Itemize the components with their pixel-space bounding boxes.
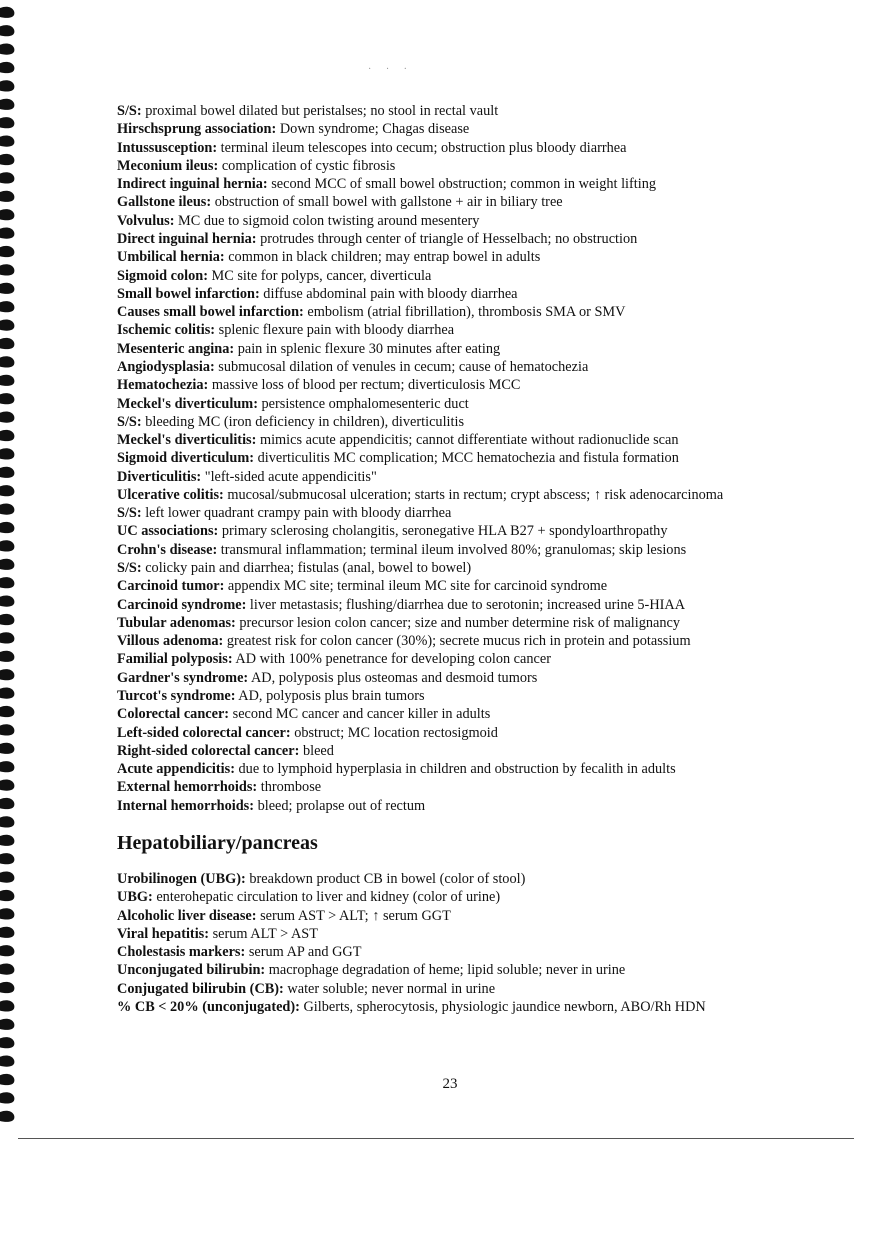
entry-line [117,413,857,431]
hepatobiliary-entry-list [117,870,857,1016]
entry-term: Familial polyposis: [117,651,233,668]
entry-line [117,230,857,248]
entry-term: UC associations: [117,523,219,540]
binding-coil [0,62,14,73]
binding-coil [0,577,14,588]
entry-term: Meconium ileus: [117,157,219,174]
entry-line [117,778,857,796]
binding-coil [0,80,14,91]
entry-text: second MCC of small bowel obstruction; common in weight lifting [267,176,657,193]
binding-coil [0,117,14,128]
binding-coil [0,559,14,570]
binding-coil [0,283,14,294]
binding-coil [0,264,14,275]
entry-term: Umbilical hernia: [117,249,225,266]
entry-line [117,888,857,906]
entry-line [117,669,857,687]
binding-coil [0,669,14,680]
entry-text: AD, polyposis plus brain tumors [235,688,425,704]
entry-term: Angiodysplasia: [117,358,215,375]
binding-coil [0,540,14,551]
entry-term: Diverticulitis: [117,468,202,485]
entry-term: Intussusception: [117,139,218,156]
entry-term: Left-sided colorectal cancer: [117,724,291,741]
binding-coil [0,25,14,36]
entry-term: UBG: [117,889,153,906]
entry-text: transmural inflammation; terminal ileum involved 80%; granulomas; skip lesions [217,541,687,558]
entry-line [117,614,857,632]
entry-term: S/S: [117,560,142,577]
entry-text: obstruction of small bowel with gallstone + air in biliary tree [211,194,563,211]
entry-term: Mesenteric angina: [117,340,235,357]
binding-coil [0,356,14,367]
entry-term: Hematochezia: [117,377,209,394]
binding-coil [0,99,14,110]
binding-coil [0,1055,14,1066]
entry-line [117,541,857,559]
entry-term: Internal hemorrhoids: [117,797,255,814]
entry-term: S/S: [117,103,142,119]
entry-text: massive loss of blood per rectum; diverticulosis MCC [208,377,521,394]
entry-term: Viral hepatitis: [117,925,209,942]
binding-coil [0,301,14,312]
page-number: 23 [442,1076,458,1092]
binding-coil [0,595,14,606]
entry-term: % CB < 20% (unconjugated): [117,998,300,1015]
entry-line [117,742,857,760]
entry-line [117,175,857,193]
entry-text: precursor lesion colon cancer; size and number determine risk of malignancy [235,614,681,631]
binding-coil [0,393,14,404]
entry-line [117,980,857,998]
binding-coil [0,871,14,882]
entry-line [117,486,857,504]
section-heading: Hepatobiliary/pancreas [117,831,318,854]
binding-coil [0,761,14,772]
entry-text: bleed [299,742,334,759]
binding-coil [0,467,14,478]
entry-text: complication of cystic fibrosis [218,157,396,174]
entry-text: obstruct; MC location rectosigmoid [290,724,498,741]
binding-coil [0,632,14,643]
entry-term: Gallstone ileus: [117,194,212,211]
entry-line [117,797,857,815]
binding-coil [0,43,14,54]
entry-text: embolism (atrial fibrillation), thrombosis SMA or SMV [303,304,626,321]
entry-line [117,468,857,486]
binding-coil [0,724,14,735]
entry-term: Hirschsprung association: [117,121,277,138]
entry-term: Tubular adenomas: [117,614,236,631]
binding-coil [0,890,14,901]
entry-term: Cholestasis markers: [117,944,246,961]
entry-line [117,120,857,138]
entry-text: greatest risk for colon cancer (30%); secrete mucus rich in protein and potassium [223,633,691,650]
entry-term: Ulcerative colitis: [117,486,224,503]
entry-text: serum ALT > AST [209,925,318,942]
binding-coil [0,246,14,257]
entry-line [117,522,857,540]
entry-line [117,760,857,778]
entry-text: AD, polyposis plus osteomas and desmoid tumors [248,669,538,686]
binding-coil [0,945,14,956]
entry-term: Meckel's diverticulum: [117,395,258,412]
entry-term: Alcoholic liver disease: [117,907,257,924]
entry-line [117,395,857,413]
binding-coil [0,651,14,662]
entry-term: Small bowel infarction: [117,285,260,302]
entry-line [117,724,857,742]
binding-coil [0,963,14,974]
entry-term: Villous adenoma: [117,633,224,650]
entry-line [117,267,857,285]
binding-coil [0,411,14,422]
binding-coil [0,319,14,330]
entry-term: Right-sided colorectal cancer: [117,742,300,759]
binding-coil [0,135,14,146]
entry-text: primary sclerosing cholangitis, seronegative HLA B27 + spondyloarthropathy [218,523,668,540]
entry-line [117,376,857,394]
binding-coil [0,338,14,349]
binding-coil [0,816,14,827]
entry-term: Indirect inguinal hernia: [117,176,268,193]
entry-line [117,285,857,303]
entry-text: appendix MC site; terminal ileum MC site for carcinoid syndrome [224,578,608,595]
entry-line [117,577,857,595]
binding-coil [0,191,14,202]
entry-term: Carcinoid syndrome: [117,596,247,613]
entry-line [117,248,857,266]
binding-coil [0,1037,14,1048]
entry-line [117,139,857,157]
binding-coil [0,614,14,625]
entry-line [117,212,857,230]
entry-text: water soluble; never normal in urine [283,980,496,997]
binding-coil [0,835,14,846]
entry-line [117,650,857,668]
binding-coil [0,779,14,790]
binding-coil [0,227,14,238]
binding-coil [0,522,14,533]
entry-text: macrophage degradation of heme; lipid soluble; never in urine [265,962,626,979]
entry-text: terminal ileum telescopes into cecum; obstruction plus bloody diarrhea [217,139,627,156]
binding-coil [0,743,14,754]
entry-term: Urobilinogen (UBG): [117,870,246,887]
entry-text: submucosal dilation of venules in cecum; cause of hematochezia [214,358,589,375]
spiral-binding [0,0,30,1140]
entry-text: splenic flexure pain with bloody diarrhea [215,322,455,339]
entry-text: bleed; prolapse out of rectum [254,797,426,814]
gi-entry-list [117,102,857,815]
scan-specks: · · · [368,64,413,75]
entry-line [117,632,857,650]
entry-line [117,998,857,1016]
entry-line [117,961,857,979]
binding-coil [0,172,14,183]
entry-text: protrudes through center of triangle of Hesselbach; no obstruction [256,230,638,247]
entry-text: proximal bowel dilated but peristalses; no stool in rectal vault [141,103,499,119]
entry-text: second MC cancer and cancer killer in adults [229,706,491,723]
binding-coil [0,798,14,809]
page-content [117,102,857,1016]
entry-text: left lower quadrant crampy pain with bloody diarrhea [141,505,452,522]
entry-text: "left-sided acute appendicitis" [201,468,377,485]
entry-term: Turcot's syndrome: [117,688,236,704]
entry-text: mimics acute appendicitis; cannot differentiate without radionuclide scan [256,432,679,449]
entry-text: breakdown product CB in bowel (color of stool) [245,870,526,887]
entry-text: MC due to sigmoid colon twisting around mesentery [174,212,480,229]
entry-term: Gardner's syndrome: [117,669,249,686]
entry-text: colicky pain and diarrhea; fistulas (anal, bowel to bowel) [141,560,472,577]
binding-coil [0,1000,14,1011]
entry-text: diffuse abdominal pain with bloody diarrhea [259,285,518,302]
entry-term: Causes small bowel infarction: [117,304,304,321]
entry-term: Volvulus: [117,212,175,229]
entry-text: serum AP and GGT [245,944,362,961]
entry-line [117,596,857,614]
entry-text: AD with 100% penetrance for developing colon cancer [232,651,551,668]
entry-term: Colorectal cancer: [117,706,230,723]
entry-term: Ischemic colitis: [117,322,216,339]
entry-line [117,303,857,321]
binding-coil [0,503,14,514]
entry-line [117,449,857,467]
entry-text: bleeding MC (iron deficiency in children), diverticulitis [141,413,465,430]
binding-coil [0,448,14,459]
binding-coil [0,706,14,717]
entry-line [117,504,857,522]
binding-coil [0,1092,14,1103]
entry-line [117,431,857,449]
binding-coil [0,982,14,993]
entry-line [117,705,857,723]
binding-coil [0,154,14,165]
entry-text: due to lymphoid hyperplasia in children and obstruction by fecalith in adults [234,761,676,778]
entry-text: Gilberts, spherocytosis, physiologic jaundice newborn, ABO/Rh HDN [299,998,706,1015]
entry-line [117,925,857,943]
entry-line [117,358,857,376]
entry-text: enterohepatic circulation to liver and kidney (color of urine) [152,889,501,906]
binding-coil [0,485,14,496]
entry-term: Direct inguinal hernia: [117,230,257,247]
entry-text: thrombose [257,779,322,796]
binding-coil [0,1111,14,1122]
binding-coil [0,927,14,938]
entry-term: S/S: [117,505,142,522]
entry-line [117,193,857,211]
entry-line [117,559,857,577]
entry-text: diverticulitis MC complication; MCC hematochezia and fistula formation [254,450,679,467]
entry-text: persistence omphalomesenteric duct [257,395,469,412]
binding-coil [0,209,14,220]
entry-text: pain in splenic flexure 30 minutes after eating [234,340,501,357]
entry-term: Acute appendicitis: [117,761,235,778]
entry-term: Sigmoid colon: [117,267,208,284]
entry-text: MC site for polyps, cancer, diverticula [207,267,432,284]
entry-line [117,157,857,175]
page-bottom-edge [18,1138,854,1139]
entry-term: S/S: [117,413,142,430]
binding-coil [0,430,14,441]
binding-coil [0,908,14,919]
entry-term: Meckel's diverticulitis: [117,432,257,449]
binding-coil [0,7,14,18]
entry-text: common in black children; may entrap bowel in adults [224,249,541,266]
entry-term: Unconjugated bilirubin: [117,962,266,979]
entry-text: serum AST > ALT; ↑ serum GGT [256,907,451,924]
entry-line [117,102,857,120]
entry-term: Carcinoid tumor: [117,578,225,595]
entry-term: Conjugated bilirubin (CB): [117,980,284,997]
binding-coil [0,375,14,386]
entry-term: External hemorrhoids: [117,779,258,796]
entry-text: liver metastasis; flushing/diarrhea due to serotonin; increased urine 5-HIAA [246,596,686,613]
entry-line [117,907,857,925]
binding-coil [0,1019,14,1030]
binding-coil [0,853,14,864]
entry-line [117,340,857,358]
entry-text: mucosal/submucosal ulceration; starts in rectum; crypt abscess; ↑ risk adenocarcinoma [223,486,724,503]
entry-line [117,687,857,705]
entry-term: Crohn's disease: [117,541,218,558]
entry-line [117,321,857,339]
entry-line [117,870,857,888]
entry-text: Down syndrome; Chagas disease [276,121,470,138]
entry-line [117,943,857,961]
binding-coil [0,687,14,698]
entry-term: Sigmoid diverticulum: [117,450,255,467]
